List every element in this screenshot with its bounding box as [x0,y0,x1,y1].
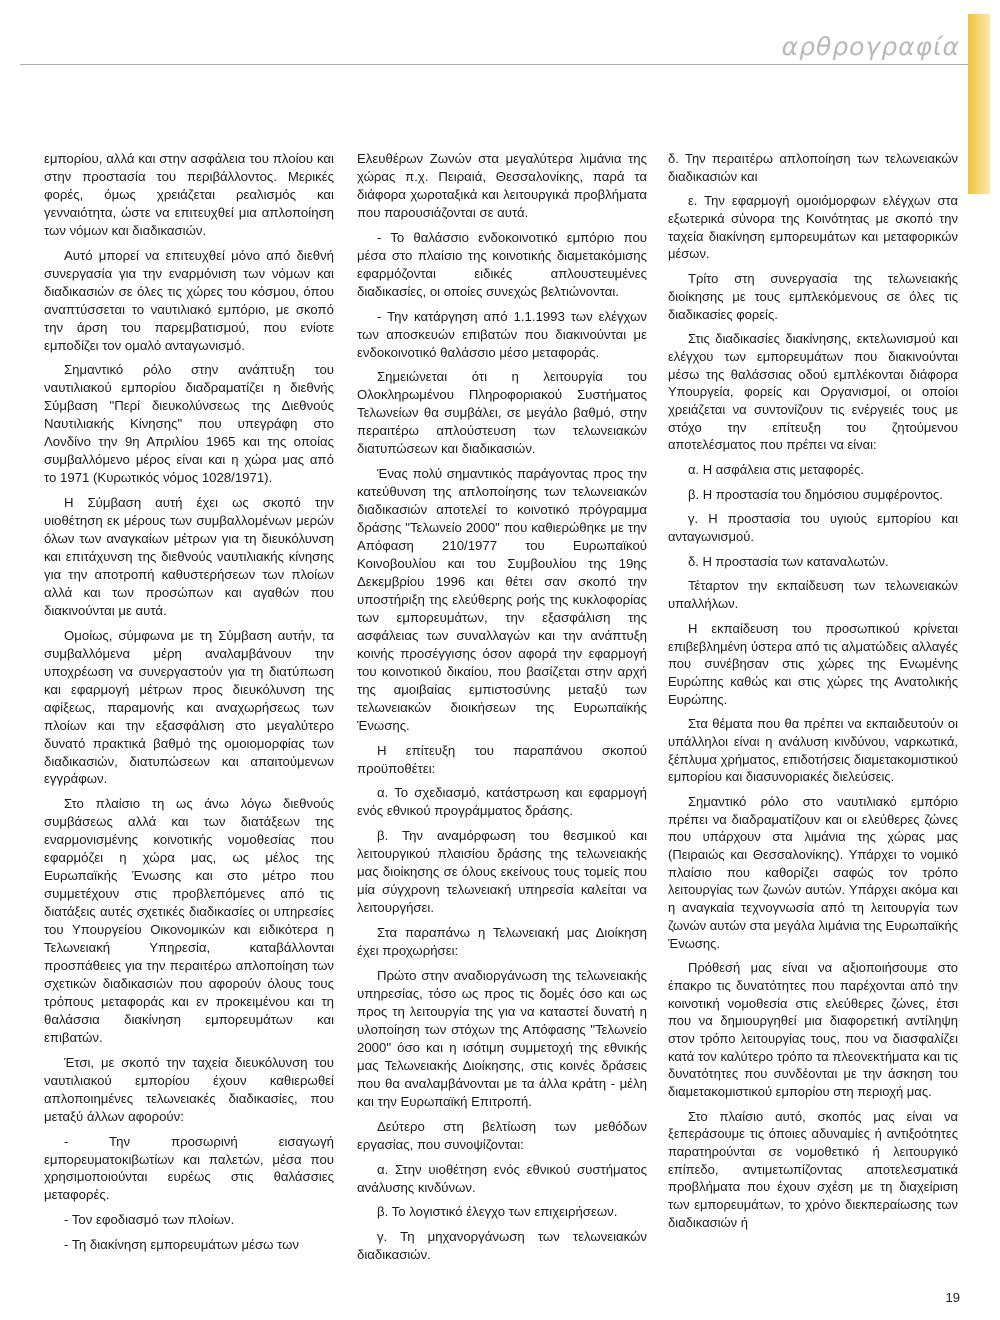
paragraph: Η εκπαίδευση του προσωπικού κρίνεται επιβεβλημένη ύστερα από τις αλματώδεις αλλαγές που συνέβησαν στις χώρες της Ενωμένης Ευρώπης καθώς και στις χώρες της Ανατολικής Ευρώπης. [668,620,958,707]
paragraph: γ. Η προστασία του υγιούς εμπορίου και ανταγωνισμού. [668,511,958,545]
paragraph: Ελευθέρων Ζωνών στα μεγαλύτερα λιμάνια της χώρας π.χ. Πειραιά, Θεσσαλονίκης, παρά τα διάφορα χωροταξικά και λειτουργικά προβλήματα που παρουσιάζονται σε αυτά. [357,151,647,220]
paragraph: Στις διαδικασίες διακίνησης, εκτελωνισμού και ελέγχου των εμπορευμάτων που διακινούνται μέσω της θαλάσσιας οδού εμπλέκονται διάφορα Υπουργεία, φορείς και Οργανισμοί, οι οποίοι χρειάζεται να συντονίζουν τις ενέργειές τους με στόχο την επίτευξη του ζητούμενου αποτελέσματος που πρέπει να είναι: [668,331,958,453]
paragraph: α. Το σχεδιασμό, κατάστρωση και εφαρμογή ενός εθνικού προγράμματος δράσης. [357,785,647,819]
header-divider [20,64,968,65]
paragraph: α. Η ασφάλεια στις μεταφορές. [688,462,864,477]
paragraph: - Την προσωρινή εισαγωγή εμπορευματοκιβωτίων και παλετών, μέσα που χρησιμοποιούνται ευρέως στις θαλάσσιες μεταφορές. [44,1133,334,1203]
paragraph: Αυτό μπορεί να επιτευχθεί μόνο από διεθνή συνεργασία για την εναρμόνιση των νόμων και διαδικασιών σε όλες τις χώρες του κόσμου, όπου αναπτύσσεται το ναυτιλιακό εμπόριο, με σκοπό την άρση του παρεμβατισμού, που ενίοτε εμποδίζει τον ομαλό ανταγωνισμό. [44,247,334,353]
paragraph: ε. Την εφαρμογή ομοιόμορφων ελέγχων στα εξωτερικά σύνορα της Κοινότητας με σκοπό την ταχεία διακίνηση εμπορευμάτων και μεταφορικών μέσων. [668,193,958,262]
paragraph: Στα θέματα που θα πρέπει να εκπαιδευτούν οι υπάλληλοι είναι η ανάλυση κινδύνου, ναρκωτικά, ξέπλυμα χρήματος, επιδοτήσεις διαμετακομιστικού εμπορίου και διασυνοριακές διελεύσεις. [668,716,958,785]
paragraph: β. Η προστασία του δημόσιου συμφέροντος. [688,486,943,502]
paragraph: Τέταρτον την εκπαίδευση των τελωνειακών υπαλλήλων. [668,578,958,612]
paragraph: Η Σύμβαση αυτή έχει ως σκοπό την υιοθέτηση εκ μέρους των συμβαλλομένων μερών όλων των αναγκαίων μέτρων για τη διευκόλυνση και επιτάχυνση της διεθνούς ναυτιλιακής κίνησης για την αποτροπή καθυστερήσεων των πλοίων αλλά και των προσώπων και αγαθών που διακινούνται με αυτά. [44,495,334,618]
text-column-2 [357,150,647,1271]
paragraph: Σημειώνεται ότι η λειτουργία του Ολοκληρωμένου Πληροφοριακού Συστήματος Τελωνείων θα συμβάλει, σε μεγάλο βαθμό, στην περαιτέρω απλούστευση των τελωνειακών διατυπώσεων και διαδικασιών. [357,369,647,457]
paragraph: Ομοίως, σύμφωνα με τη Σύμβαση αυτήν, τα συμβαλλόμενα μέρη αναλαμβάνουν την υποχρέωση να συνεργαστούν για τη διατύπωση και εφαρμογή μέτρων προς διευκόλυνση της αφίξεως, παραμονής και αναχωρήσεως των πλοίων και την εξασφάλιση στο μεγαλύτερο δυνατό πρακτικά βαθμό της ομοιομορφίας των διαδικασιών, διατυπώσεων και απαιτούμενων εγγράφων. [44,627,334,787]
paragraph: β. Το λογιστικό έλεγχο των επιχειρήσεων. [377,1204,618,1220]
section-title: αρθρογραφία [781,32,960,61]
paragraph: δ. Η προστασία των καταναλωτών. [688,553,889,569]
paragraph: Πρόθεσή μας είναι να αξιοποιήσουμε στο έπακρο τις δυνατότητες που παρέχονται από την κοινοτική νομοθεσία στις ελεύθερες ζώνες, έτσι που να δημιουργηθεί μια διαφορετική αντίληψη στον τρόπο λειτουργίας τους, που να διασφαλίζει κατά τον καλύτερο τρόπο τα πλεονεκτήματα και τις δυνατότητες που συνδέονται με την άσκηση του διαμετακομιστικού εμπορίου στη περιοχή μας. [668,960,958,1099]
page-number: 19 [945,1290,960,1305]
paragraph: - Τον εφοδιασμό των πλοίων. [64,1212,235,1228]
paragraph: Η επίτευξη του παραπάνου σκοπού προϋποθέτει: [357,742,647,776]
text-column-3 [668,150,958,1239]
paragraph: - Το θαλάσσιο ενδοκοινοτικό εμπόριο που μέσα στο πλαίσιο της κοινοτικής διαμετακόμισης εφαρμόζονται ειδικές απλουστευμένες διαδικασίες, οι οποίες συνεχώς βελτιώνονται. [357,229,647,299]
paragraph: Ένας πολύ σημαντικός παράγοντας προς την κατεύθυνση της απλοποίησης των τελωνειακών διαδικασιών αποτελεί το κοινοτικό πρόγραμμα δράσης "Τελωνείο 2000" που καθιερώθηκε με την Απόφαση 210/1977 του Ευρωπαϊκού Κοινοβουλίου και του Συμβουλίου της 19ης Δεκεμβρίου 1996 και θέτει σαν σκοπό την υποστήριξη της ελεύθερης ροής της κυκλοφορίας των εμπορευμάτων, την εξασφάλιση της ασφάλειας των συναλλαγών και την ανάπτυξη κοινής προσέγγισης όσον αφορά την εφαρμογή του κοινοτικού δικαίου, που βασίζεται στην αρχή της αμοιβαίας εμπιστοσύνης μεταξύ των τελωνειακών διοικήσεων της Ευρωπαϊκής Ένωσης. [357,466,647,733]
accent-color-bar [968,14,990,194]
paragraph: - Την κατάργηση από 1.1.1993 των ελέγχων των αποσκευών επιβατών που διακινούνται με ενδοκοινοτικό θαλάσσιο μέσο μεταφοράς. [357,308,647,360]
paragraph: β. Την αναμόρφωση του θεσμικού και λειτουργικού πλαισίου δράσης της τελωνειακής μας διοίκησης σε όλους εκείνους τους τομείς που μία σύγχρονη τελωνειακή υπηρεσία καλείται να λειτουργήσει. [357,828,647,916]
paragraph: α. Στην υιοθέτηση ενός εθνικού συστήματος ανάλυσης κινδύνων. [357,1161,647,1195]
paragraph: Στα παραπάνω η Τελωνειακή μας Διοίκηση έχει προχωρήσει: [357,925,647,959]
paragraph: δ. Την περαιτέρω απλοποίηση των τελωνειακών διαδικασιών και [668,151,958,184]
paragraph: Δεύτερο στη βελτίωση των μεθόδων εργασίας, που συνοψίζονται: [357,1118,647,1152]
paragraph: Πρώτο στην αναδιοργάνωση της τελωνειακής υπηρεσίας, τόσο ως προς τις δομές όσο και ως προς τη λειτουργία της για να καταστεί δυνατή η υλοποίηση των στόχων της Απόφασης "Τελωνείο 2000" όσο και η ισότιμη συμμετοχή της εθνικής μας Τελωνειακής Διοίκησης, στις κοινές δράσεις που θα αναλαμβάνονται με τα άλλα κράτη - μέλη και την Ευρωπαϊκή Επιτροπή. [357,968,647,1109]
paragraph: Στο πλαίσιο αυτό, σκοπός μας είναι να ξεπεράσουμε τις όποιες αδυναμίες ή αντιξοότητες παρατηρούνται σε νομοθετικό ή λειτουργικό επίπεδο, αντιμετωπίζοντας αποτελεσματικά προβλήματα που έχουν σχέση με τη διαχείριση των εμπορευμάτων, το χρόνο διεκπεραίωσης των διαδικασιών ή [668,1108,958,1230]
paragraph: Σημαντικό ρόλο στην ανάπτυξη του ναυτιλιακού εμπορίου διαδραματίζει η διεθνής Σύμβαση "Περί διευκολύνσεως της Διεθνούς Ναυτιλιακής Κίνησης" που υπεγράφη στο Λονδίνο την 9η Απριλίου 1965 και της οποίας συμβαλλόμενο μέρος είναι και η χώρα μας από το 1971 (Κυρωτικός νόμος 1028/1971). [44,362,334,486]
paragraph: Τρίτο στη συνεργασία της τελωνειακής διοίκησης με τους εμπλεκόμενους σε όλες τις διαδικασίες φορείς. [668,271,958,322]
text-column-1 [44,150,334,1261]
paragraph: γ. Τη μηχανοργάνωση των τελωνειακών διαδικασιών. [357,1229,647,1263]
paragraph: Σημαντικό ρόλο στο ναυτιλιακό εμπόριο πρέπει να διαδραματίζουν και οι ελεύθερες ζώνες που υπάρχουν στα λιμάνια της χώρας μας (Πειραιώς και Θεσσαλονίκης). Υπάρχει το νομικό πλαίσιο που καθορίζει σαφώς τον τρόπο λειτουργίας των ζωνών αυτών. Υπάρχει ακόμα και η αναγκαία τεχνογνωσία από τη λειτουργία των ζωνών αυτών στα μεγάλα λιμάνια της Ευρωπαϊκής Ένωσης. [668,794,958,951]
paragraph: Στο πλαίσιο τη ως άνω λόγω διεθνούς συμβάσεως αλλά και των διατάξεων της εναρμονισμένης κοινοτικής νομοθεσίας που εφαρμόζει η χώρα μας, ως μέλος της Ευρωπαϊκής Ένωσης και στο μέτρο που συμμετέχουν στις προβλεπόμενες από τις διατάξεις αυτές σχετικές διαδικασίες οι υπηρεσίες του Υπουργείου Οικονομικών και ειδικότερα η Τελωνειακή Υπηρεσία, καταβάλλονται προσπάθειες για την περαιτέρω απλοποίηση των σχετικών διαδικασιών που αφορούν όλους τους τρόπους μεταφοράς και εν προκειμένου και τη θαλάσσια διακίνηση εμπορευμάτων και επιβατών. [44,796,334,1045]
paragraph: - Τη διακίνηση εμπορευμάτων μέσω των [64,1237,299,1253]
paragraph: Έτσι, με σκοπό την ταχεία διευκόλυνση του ναυτιλιακού εμπορίου έχουν καθιερωθεί απλοποιημένες τελωνειακές διαδικασίες, που μεταξύ άλλων αφορούν: [44,1054,334,1124]
paragraph: εμπορίου, αλλά και στην ασφάλεια του πλοίου και στην προστασία του περιβάλλοντος. Μερικές φορές, όμως χρειάζεται ρεαλισμός και γενναιότητα, ώστε να επιτευχθεί μια απλοποίηση των νόμων και διαδικασιών. [44,151,334,238]
